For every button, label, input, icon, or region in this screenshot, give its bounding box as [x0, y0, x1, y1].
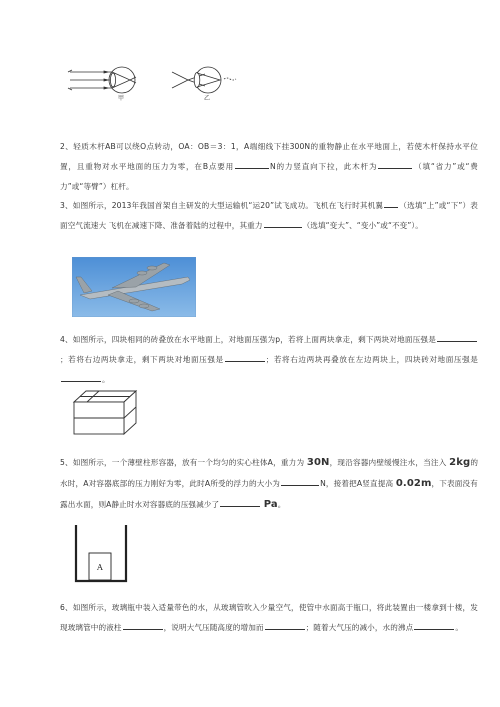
q5-text-e: ，下表面没有露出水面，则A静止时水对容器底的压强减少了 — [60, 479, 478, 509]
q4-text-a: 4、如图所示，四块相同的砖叠放在水平地面上，对地面压强为p，若将上面两块拿走，剩下两块对地面压强是 — [60, 335, 436, 344]
q6-text-b: ，说明大气压随高度的增加而 — [163, 623, 264, 632]
q2-blank-lever-type[interactable] — [378, 158, 412, 169]
eye-right-label: 乙 — [204, 95, 211, 102]
q2-text-c: （填“省力”或“费力”或“等臂”）杠杆。 — [60, 162, 478, 191]
q5-unit: Pa — [263, 499, 278, 510]
q5-blank-pressure[interactable] — [220, 496, 260, 507]
q4-text-d: 。 — [102, 375, 110, 384]
q5-height: 0.02m — [395, 478, 432, 489]
question-5 — [60, 452, 478, 515]
q4-text-b: ；若将右边两块拿走，剩下两块对地面压强是 — [60, 355, 224, 364]
q5-blank-buoyancy[interactable] — [281, 475, 319, 486]
transport-aircraft-photo — [72, 257, 196, 317]
q3-text-a: 3、如图所示，2013年我国首架自主研发的大型运输机“运20”试飞成功。飞机在飞行时其机翼 — [60, 201, 384, 210]
q5-text-b: ，现沿容器内壁缓慢注水，当注入 — [329, 458, 447, 467]
q5-text-c: 的水时，A对容器底部的压力刚好为零，此时A所受的浮力的大小为 — [60, 458, 479, 488]
eye-left — [68, 67, 136, 93]
q4-text-c: ；若将右边两块再叠放在左边两块上，四块砖对地面压强是 — [265, 355, 478, 364]
question-6 — [60, 598, 478, 638]
q2-text-a: 2、轻质木杆AB可以绕O点转动，OA：OB＝3：1，A端细线下挂300N的重物静止在水平地面上，若使木杆保持水平位置，且重物对水平地面的压力为零，在B点要用 — [60, 142, 478, 171]
q6-text-a: 6、如图所示，玻璃瓶中装入适量带色的水，从玻璃管吹入少量空气，使管中水面高于瓶口，将此装置由一楼拿到十楼，发现玻璃管中的液柱 — [60, 603, 478, 632]
q5-text-f: 。 — [277, 500, 286, 509]
q3-blank-gravity[interactable] — [264, 217, 302, 228]
q3-text-b: （选填“上”或“下”）表面空气流速大 飞机在减速下降、准备着陆的过程中，其重力 — [60, 201, 479, 230]
question-4 — [60, 330, 478, 390]
brick-stack-figure — [70, 388, 142, 436]
q4-blank-2[interactable] — [225, 351, 265, 362]
q3-blank-surface[interactable] — [384, 197, 398, 208]
eye-right — [172, 67, 236, 93]
q2-blank-force[interactable] — [235, 158, 269, 169]
q6-blank-1[interactable] — [123, 619, 163, 630]
q4-blank-1[interactable] — [437, 331, 477, 342]
question-2 — [60, 137, 478, 197]
q3-text-c: （选填“变大”、“变小”或“不变”）。 — [302, 221, 423, 230]
question-3 — [60, 196, 478, 236]
q6-text-d: 。 — [455, 623, 464, 632]
q5-text-a: 5、如图所示，一个薄壁柱形容器，放有一个均匀的实心柱体A，重力为 — [60, 458, 305, 467]
eye-left-label: 甲 — [118, 95, 125, 102]
q5-text-d: N，接着把A竖直提高 — [320, 479, 394, 488]
q4-blank-3[interactable] — [61, 371, 101, 382]
q5-mass: 2kg — [449, 457, 471, 468]
container-figure — [70, 523, 132, 585]
q6-blank-2[interactable] — [265, 619, 305, 630]
q6-blank-3[interactable] — [414, 619, 454, 630]
q2-text-b: N的力竖直向下拉，此木杆为 — [270, 162, 378, 171]
eye-diagram — [60, 60, 300, 102]
q6-text-c: ；随着大气压的减小，水的沸点 — [305, 623, 414, 632]
container-label: A — [97, 563, 103, 572]
q5-weight: 30N — [306, 457, 330, 468]
